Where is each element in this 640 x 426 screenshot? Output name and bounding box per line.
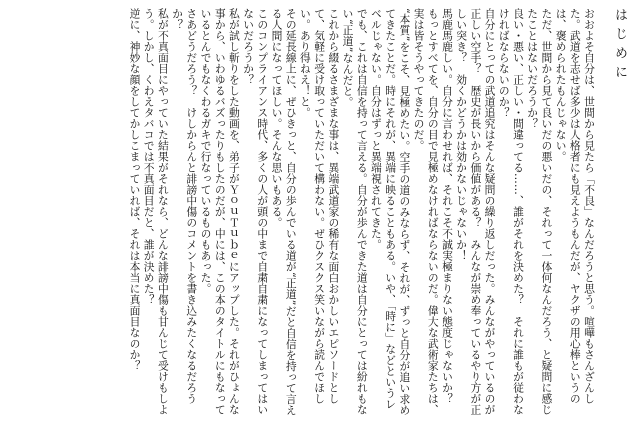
paragraph: 私が不真面目にやっていた結果がそれなら、どんな誹謗中傷も甘んじて受けもしよう。しかし、くわえタバコでは不真面目だと、誰が決めた？ (142, 8, 170, 415)
paragraph: もっとすべてを、自分の目で見極めなければならないのだ。偉大な武術家たちは、実は皆そうやってきたのだ。 (412, 8, 440, 415)
body-text (36, 8, 596, 418)
paragraph: 良い・悪い、正しい・間違ってる……、誰がそれを決めた？ それに誰もが従わなければならないのか？ (497, 8, 525, 415)
paragraph: 馬鹿馬鹿しい。自分に言わせれば、それこそ不誠実極まりない態度じゃないか？ (440, 8, 454, 404)
paragraph: 自分にとっての武道追究はそんな疑問の繰り返しだった。みんながやっているのが正しい空手？ 歴史が長いから価値がある？ みんなが崇め奉っているやり方が正しい突き？ 効くかどうかは効かないじゃないか！ (455, 8, 497, 415)
paragraph: でも、これは自信を持って言える。自分が歩んできた道は自分にとっては紛れもない“正道”なんだと。 (341, 8, 369, 415)
paragraph: その延長線上に、ぜひきっと、自分の歩んでいる道が“正道”だと自信を持って言える人間になってほしい。そんな思いもある。 (270, 8, 298, 416)
paragraph: “本質”をこそ、見極めたい。空手の道のみならず、それが、ずっと自分が追い求めてきたことだ。時にそれが、異端に映ることもある。いや、「時に」などというレベルじゃない。自分はずっと異端視されてきた。 (369, 8, 412, 416)
chapter-title: はじめに (612, 8, 627, 84)
paragraph: おおよそ自分は、世間から見たら「不良」なんだろうと思う。喧嘩もさんざんした。武道を志せば多少は人格者にも見えようもんだが、ヤクザの用心棒というのは、褒められたもんじゃない。 (554, 8, 596, 404)
paragraph: 逆に、神妙な顔をしてかしこまっていれば、それは本当に真面目なのか？ (128, 8, 142, 371)
paragraph: これから綴るさまざまな事は、異端武道家の稀有な面白おかしいエピソードとして、気軽に受け取っていただいて構わない。ぜひクスクス笑いながら読んでほしい。あり得ねえ！と。 (298, 8, 341, 404)
paragraph: このコンプライアンス時代、多くの人が頭の中まで自粛自粛になってしまってはいないだろうか？ (242, 8, 270, 415)
paragraph: 私が試し斬りをした動画を、弟子がＹｏｕＴｕｂｅにアップした。それがひょんな事から、いわゆるバズったりもしたのだが、中には、この本のタイトルにもなっているとんでもなくわるガキで行なっているものもあった。 (199, 8, 241, 415)
paragraph: さあどうだろう？ けしからんと誹謗中傷のコメントを書き込みたくなるだろうか？ (171, 8, 199, 404)
paragraph: ただ、世間から見て良いだの悪いだの、それって一体何なんだろう、と疑問に感じたことはないだろうか？ (526, 8, 554, 415)
